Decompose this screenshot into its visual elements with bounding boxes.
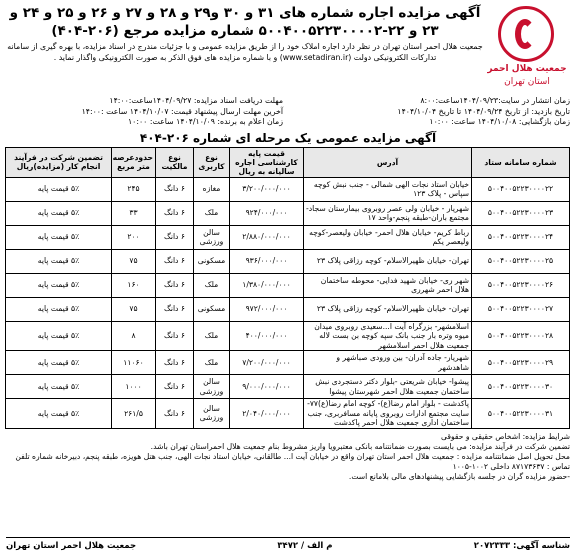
table-cell: ملک <box>194 321 230 351</box>
schedule-left <box>6 96 283 128</box>
schedule-item: زمان اعلام به برنده: ۱۴۰۴/۱۰/۰۹ ساعت: ۱۰:۰۰ <box>127 117 283 126</box>
table-row <box>6 297 570 321</box>
schedule-right <box>293 96 570 128</box>
table-row <box>6 375 570 399</box>
table-row <box>6 225 570 249</box>
red-crescent-logo <box>484 4 570 94</box>
notice-header <box>6 4 570 96</box>
table-cell: ۶ دانگ <box>156 375 194 399</box>
schedule-item: آخرین مهلت ارسال پیشنهاد قیمت: ۱۴۰۴/۱۰/۰۷ ساعت :۱۴:۰۰ <box>81 106 283 116</box>
table-cell: سالن ورزشی <box>194 375 230 399</box>
table-cell: ۵۰۰۴۰۰۵۲۲۳۰۰۰۰۲۴ <box>472 225 570 249</box>
table-cell: ۵٪ قیمت پایه <box>6 321 112 351</box>
table-cell: ۶ دانگ <box>156 351 194 375</box>
table-cell: سالن ورزشی <box>194 225 230 249</box>
table-cell: ۷/۲۰۰/۰۰۰/۰۰۰ <box>230 351 304 375</box>
table-cell: ۵٪ قیمت پایه <box>6 225 112 249</box>
notes <box>6 432 570 482</box>
table-cell: ۳۳ <box>112 201 156 225</box>
table-cell: ۹/۰۰۰/۰۰۰/۰۰۰ <box>230 375 304 399</box>
crescent-icon <box>498 6 554 62</box>
table-cell: رباط کریم- خیابان هلال احمر- خیابان ولیعصر-کوچه ولیعصر یکم <box>304 225 472 249</box>
table-cell: ۶ دانگ <box>156 201 194 225</box>
table-cell: ۶ دانگ <box>156 249 194 273</box>
table-header <box>6 147 570 177</box>
table-row <box>6 321 570 351</box>
table-cell: اسلامشهر- بزرگراه آیت ا...سعیدی روبروی میدان میوه وتره بار جنب بانک سپه کوچه بن بست لاله جمعیت هلال احمر اسلامشهر <box>304 321 472 351</box>
table-cell: ۱/۳۸۰/۰۰۰/۰۰۰ <box>230 273 304 297</box>
table-cell: ۲/۸۸۰/۰۰۰/۰۰۰ <box>230 225 304 249</box>
table-cell: ملک <box>194 201 230 225</box>
table-row <box>6 273 570 297</box>
table-row <box>6 177 570 201</box>
table-cell: ۵٪ قیمت پایه <box>6 249 112 273</box>
table-cell: ۵٪ قیمت پایه <box>6 375 112 399</box>
table-cell: ۶ دانگ <box>156 297 194 321</box>
table-cell: ۲/۰۴۰/۰۰۰/۰۰۰ <box>230 399 304 429</box>
table-row <box>6 201 570 225</box>
column-header: نوع مالکیت <box>156 147 194 177</box>
table-cell: ۵٪ قیمت پایه <box>6 201 112 225</box>
logo-line2: استان تهران <box>504 77 550 87</box>
table-cell: ۶ دانگ <box>156 321 194 351</box>
table-cell: ۵٪ قیمت پایه <box>6 399 112 429</box>
footer-org: جمعیت هلال احمر استان تهران <box>6 540 137 551</box>
schedule-item: زمان انتشار در سایت:۱۴۰۴/۰۹/۲۳ساعت:۸:۰۰ <box>420 96 570 105</box>
table-title: آگهی مزایده عمومی یک مرحله ای شماره ۲۰۶-۴۰۴ <box>139 130 437 145</box>
table-cell: تهران- خیابان ظهیرالاسلام- کوچه رزاقی پلاک ۲۳ <box>304 249 472 273</box>
table-cell: ۱۶۰ <box>112 273 156 297</box>
table-cell: سالن ورزشی <box>194 399 230 429</box>
table-cell: ۵۰۰۴۰۰۵۲۲۳۰۰۰۰۲۲ <box>472 177 570 201</box>
table-cell: ۶ دانگ <box>156 273 194 297</box>
table-cell: ملک <box>194 351 230 375</box>
table-cell: مغازه <box>194 177 230 201</box>
table-cell: ۵٪ قیمت پایه <box>6 297 112 321</box>
table-cell: ۵٪ قیمت پایه <box>6 177 112 201</box>
table-cell: مسکونی <box>194 249 230 273</box>
table-cell: ۵۰۰۴۰۰۵۲۲۳۰۰۰۰۲۷ <box>472 297 570 321</box>
note-item: -حضور مزایده گران در جلسه بازگشایی پیشنهادهای مالی بلامانع است. <box>348 471 570 481</box>
notice-intro: جمعیت هلال احمر استان تهران در نظر دارد اجاره املاک خود را از طریق مزایده عمومی و با جزئیات مندرج در اسناد مزایده، با بهره گیری از سامانه تدارکات الکترونیکی دولت (www.setadiran.ir) و با شماره مزایده های فوق الذکر به صورت الکترونیکی واگذار نماید . <box>7 42 483 62</box>
table-cell: ۵۰۰۴۰۰۵۲۲۳۰۰۰۰۲۶ <box>472 273 570 297</box>
table-row <box>6 399 570 429</box>
auction-table <box>5 147 570 429</box>
table-cell: ۴۰۰/۰۰۰/۰۰۰ <box>230 321 304 351</box>
table-row <box>6 249 570 273</box>
note-item: شرایط مزایده: اشخاص حقیقی و حقوقی <box>440 431 570 441</box>
schedule-info <box>6 96 570 128</box>
column-header: شماره سامانه ستاد <box>472 147 570 177</box>
schedule-item: تاریخ بازدید: از تاریخ ۱۴۰۴/۰۹/۲۴ تا تاریخ ۱۴۰۴/۱۰/۰۴ <box>397 106 570 116</box>
note-item: تضمین شرکت در فرآیند مزایده: می بایست بصورت ضمانتنامه بانکی معتبرویا واریز مشروط بنام جمعیت هلال احمراستان تهران باشد. <box>150 441 570 451</box>
table-cell: ۵۰۰۴۰۰۵۲۲۳۰۰۰۰۲۵ <box>472 249 570 273</box>
table-cell: شهریار - خیابان ولی عصر روبروی بیمارستان سجاد- مجتمع باران-طبقه پنجم-واحد ۱۷ <box>304 201 472 225</box>
table-cell: ۵۰۰۴۰۰۵۲۲۳۰۰۰۰۲۳ <box>472 201 570 225</box>
table-row <box>6 351 570 375</box>
title-block <box>6 4 484 63</box>
notice-title-line2: ۲۳ و ۲۲-۵۰۰۴۰۰۵۲۲۳۰۰۰۰۲ شماره مزایده مرجع (۲۰۶-۴۰۴) <box>51 23 439 39</box>
table-cell: خیابان استاد نجات الهی شمالی - جنب نبش کوچه سپاس - پلاک ۱۲۳ <box>304 177 472 201</box>
table-cell: ۶ دانگ <box>156 177 194 201</box>
table-cell: ۱۰۰۰ <box>112 375 156 399</box>
table-cell: ۷۵ <box>112 297 156 321</box>
table-cell: ۵۰۰۴۰۰۵۲۲۳۰۰۰۰۳۰ <box>472 375 570 399</box>
column-header: حدودعرصه متر مربع <box>112 147 156 177</box>
table-cell: ۸ <box>112 321 156 351</box>
table-cell: ۵۰۰۴۰۰۵۲۲۳۰۰۰۰۲۸ <box>472 321 570 351</box>
table-cell: ۲۴۵ <box>112 177 156 201</box>
table-cell: پاکدشت - بلوار امام رضا(ع)- کوچه امام رضا(ع)۷۷- سایت مجتمع ادارات روبروی پایانه مسافربری، جنب ساختمان اداری جمعیت هلال احمر پاکدشت <box>304 399 472 429</box>
table-cell: شهر ری- خیابان شهید فدایی- محوطه ساختمان هلال احمر شهرری <box>304 273 472 297</box>
table-cell: مسکونی <box>194 297 230 321</box>
table-cell: ۳/۲۰۰/۰۰۰/۰۰۰ <box>230 177 304 201</box>
table-cell: ۹۷۲/۰۰۰/۰۰۰ <box>230 297 304 321</box>
table-cell: ۶ دانگ <box>156 399 194 429</box>
table-cell: ۵٪ قیمت پایه <box>6 273 112 297</box>
notice-title-line1: آگهی مزایده اجاره شماره های ۳۱ و ۳۰ و۲۹ و ۲۸ و ۲۷ و ۲۶ و ۲۵ و ۲۴ و <box>9 5 481 21</box>
table-cell: ۹۲۴/۰۰۰/۰۰۰ <box>230 201 304 225</box>
column-header: تضمین شرکت در فرآیند انجام کار (مزایده)ریال <box>6 147 112 177</box>
table-cell: ۵٪ قیمت پایه <box>6 351 112 375</box>
schedule-item: زمان بازگشایی: ۱۴۰۴/۱۰/۰۸ ساعت: ۱۰:۰۰ <box>429 117 570 126</box>
table-body <box>6 177 570 428</box>
column-header: قیمت پایه کارشناسی اجاره سالیانه به ریال <box>230 147 304 177</box>
column-header: آدرس <box>304 147 472 177</box>
table-cell: ملک <box>194 273 230 297</box>
table-cell: ۹۳۶/۰۰۰/۰۰۰ <box>230 249 304 273</box>
ad-code: م الف / ۳۴۷۲ <box>277 540 333 551</box>
table-cell: ۱۱۰۶۰ <box>112 351 156 375</box>
table-cell: ۵۰۰۴۰۰۵۲۲۳۰۰۰۰۳۱ <box>472 399 570 429</box>
ad-id: شناسه آگهی: ۲۰۷۲۳۳۳ <box>473 540 570 551</box>
column-header: نوع کاربری <box>194 147 230 177</box>
note-item: محل تحویل اصل ضمانتنامه مزایده : جمعیت هلال احمر استان تهران واقع در خیابان آیت ا... طالقانی، خیابان استاد نجات الهی، جنب هتل هویزه، طبقه پنجم، دبیرخانه شماره تلفن تماس : ۸۷۱۷۳۶۳۷ داخلی ۱۰۰۲-۱۰۰۵ <box>15 451 570 471</box>
notice-footer <box>6 537 570 553</box>
schedule-item: مهلت دریافت اسناد مزایده: ۱۴۰۴/۰۹/۲۷ساعت:۱۴:۰۰ <box>109 96 283 105</box>
table-cell: شهریار- جاده آدران- بین ورودی صباشهر و شاهدشهر <box>304 351 472 375</box>
table-cell: پیشوا- خیابان شریعتی -بلوار دکتر دستجردی نبش ساختمان جمعیت هلال احمر شهرستان پیشوا <box>304 375 472 399</box>
logo-line1: جمعیت هلال احمر <box>487 64 567 74</box>
table-cell: ۶ دانگ <box>156 225 194 249</box>
table-cell: تهران- خیابان ظهیرالاسلام- کوچه رزاقی پلاک ۲۳ <box>304 297 472 321</box>
table-cell: ۲۰۰ <box>112 225 156 249</box>
table-cell: ۲۶۱/۵ <box>112 399 156 429</box>
table-cell: ۷۵ <box>112 249 156 273</box>
table-cell: ۵۰۰۴۰۰۵۲۲۳۰۰۰۰۲۹ <box>472 351 570 375</box>
